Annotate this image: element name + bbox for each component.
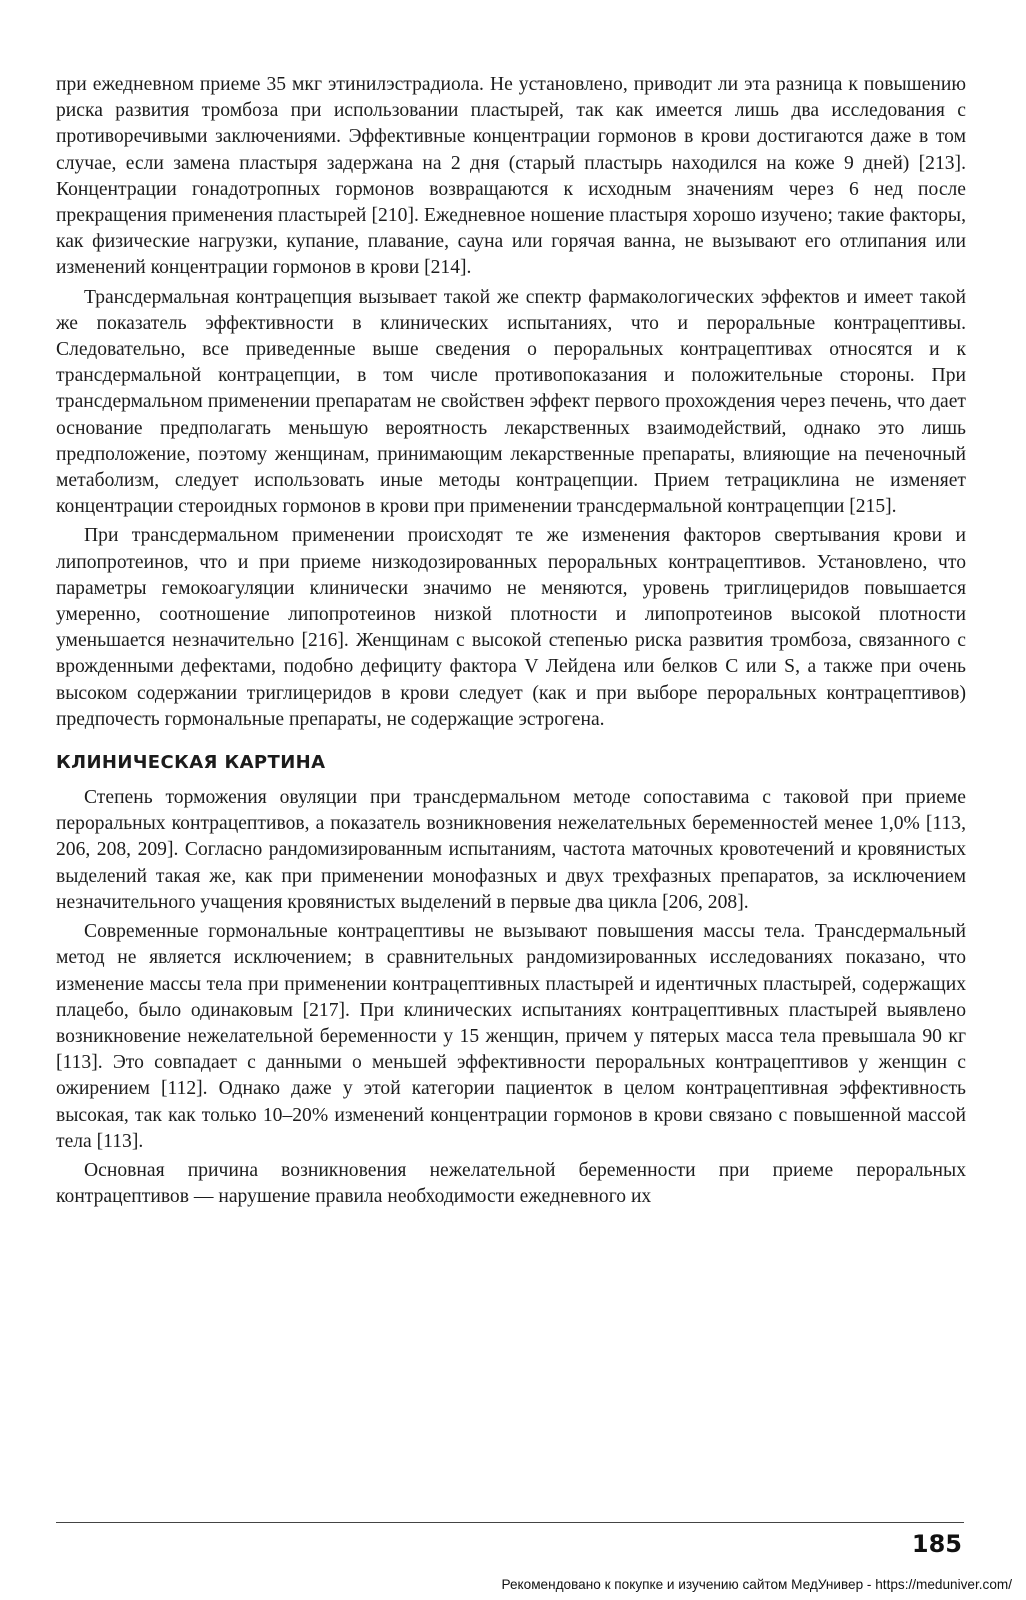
paragraph-ovulation-inhibition: Степень торможения овуляции при трансдермальном методе сопоставима с таковой при приеме пероральных контрацептивов, а показатель возникновения нежелательных беременностей менее 1,0% [113, 206, 208, 209]. Согласно рандомизированным испытаниям, частота маточных кровотечений и кровянистых выделений такая же, как при применении монофазных и двух трехфазных препаратов, за исключением незначительного учащения кровянистых выделений в первые два цикла [206, 208]. [56,787,966,913]
paragraph-pharmacology: Трансдермальная контрацепция вызывает такой же спектр фармакологических эффектов и имеет такой же показатель эффективности в клинических испытаниях, что и пероральные контрацептивы. Следовательно, все приведенные выше сведения о пероральных контрацептивах относятся и к трансдермальной контрацепции, в том числе противопоказания и положительные стороны. При трансдермальном применении препаратам не свойствен эффект первого прохождения через печень, что дает основание предполагать меньшую вероятность лекарственных взаимодействий, однако это лишь предположение, поэтому женщинам, принимающим лекарственные препараты, влияющие на печеночный метаболизм, следует использовать иные методы контрацепции. Прием тетрациклина не изменяет концентрации стероидных гормонов в крови при применении трансдермальной контрацепции [215]. [56,286,966,518]
page-body [56,72,966,1210]
section-heading-clinical-picture: КЛИНИЧЕСКАЯ КАРТИНА [56,752,326,774]
watermark-text: Рекомендовано к покупке и изучению сайтом МедУнивер - https://meduniver.com/ [501,1577,1012,1592]
paragraph-main-cause: Основная причина возникновения нежелательной беременности при приеме пероральных контрацептивов — нарушение правила необходимости ежедневного их [56,1159,966,1208]
page-number: 185 [911,1530,962,1558]
paragraph-body-mass: Современные гормональные контрацептивы не вызывают повышения массы тела. Трансдермальный метод не является исключением; в сравнительных рандомизированных исследованиях показано, что изменение массы тела при применении контрацептивных пластырей и идентичных пластырей, содержащих плацебо, было одинаковым [217]. При клинических испытаниях контрацептивных пластырей выявлено возникновение нежелательной беременности у 15 женщин, причем у пятерых масса тела превышала 90 кг [113]. Это совпадает с данными о меньшей эффективности пероральных контрацептивов у женщин с ожирением [112]. Однако даже у этой категории пациенток в целом контрацептивная эффективность высокая, так как только 10–20% изменений концентрации гормонов в крови связано с повышенной массой тела [113]. [56,921,966,1152]
paragraph-coagulation: При трансдермальном применении происходят те же изменения факторов свертывания крови и липопротеинов, что и при приеме низкодозированных пероральных контрацептивов. Установлено, что параметры гемокоагуляции клинически значимо не меняются, уровень триглицеридов повышается умеренно, соотношение липопротеинов низкой плотности и липопротеинов высокой плотности уменьшается незначительно [216]. Женщинам с высокой степенью риска развития тромбоза, связанного с врожденными дефектами, подобно дефициту фактора V Лейдена или белков C или S, а также при очень высоком содержании триглицеридов в крови следует (как и при выборе пероральных контрацептивов) предпочесть гормональные препараты, не содержащие эстрогена. [56,525,966,730]
footer-divider [56,1522,964,1523]
paragraph-patch-usage: при ежедневном приеме 35 мкг этинилэстрадиола. Не установлено, приводит ли эта разница к повышению риска развития тромбоза при использовании пластырей, так как имеется лишь два исследования с противоречивыми заключениями. Эффективные концентрации гормонов в крови достигаются даже в том случае, если замена пластыря задержана на 2 дня (старый пластырь находился на коже 9 дней) [213]. Концентрации гонадотропных гормонов возвращаются к исходным значениям через 6 нед после прекращения применения пластырей [210]. Ежедневное ношение пластыря хорошо изучено; такие факторы, как физические нагрузки, купание, плавание, сауна или горячая ванна, не вызывают его отлипания или изменений концентрации гормонов в крови [214]. [56,74,966,279]
